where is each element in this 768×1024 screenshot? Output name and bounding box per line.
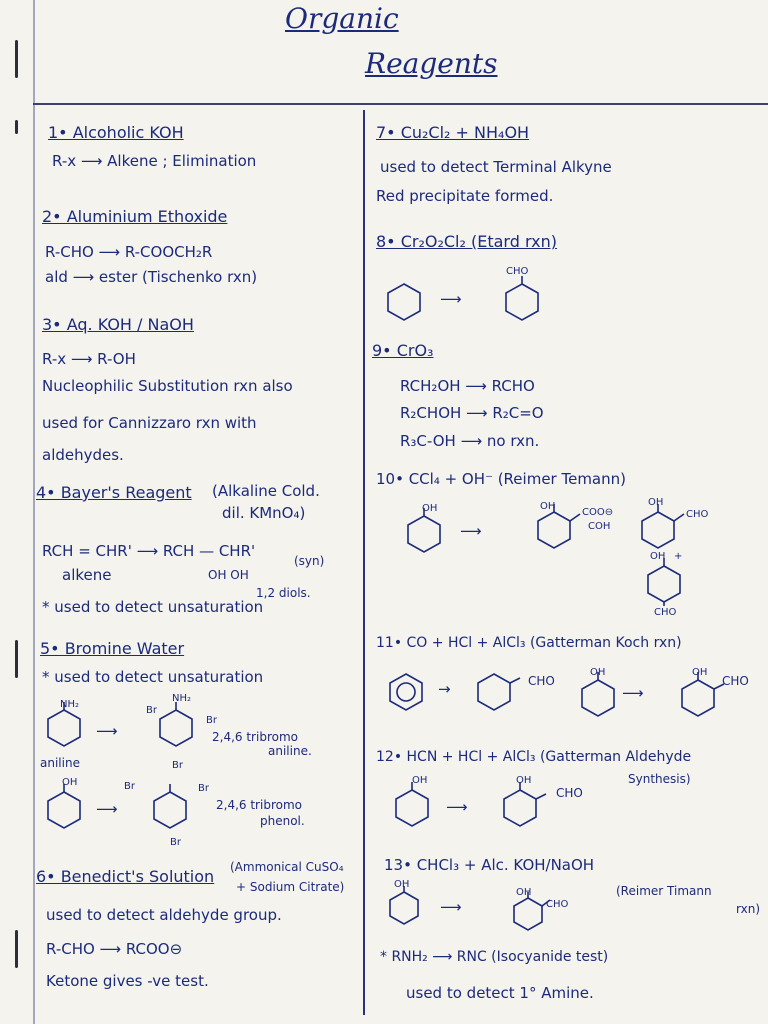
s12-arrow: ⟶ — [446, 798, 468, 816]
s5-tribromoaniline: 2,4,6 tribromo — [212, 730, 298, 744]
benzene-ring — [384, 890, 432, 930]
s6-line1: used to detect aldehyde group. — [46, 906, 282, 924]
s4-heading: 4• Bayer's Reagent — [36, 483, 192, 502]
s11-arrow: ⟶ — [622, 684, 644, 702]
benzene-ring — [44, 706, 92, 754]
s2-heading: 2• Aluminium Ethoxide — [42, 207, 228, 226]
s1-line: R-x ⟶ Alkene ; Elimination — [52, 152, 257, 170]
s5-tribromophenol-2: phenol. — [260, 814, 305, 828]
s5-br-label: Br — [198, 783, 209, 794]
benzene-ring — [644, 562, 692, 610]
s10-coo: COO⊖ — [582, 507, 614, 518]
binder-mark — [15, 930, 18, 968]
s13-note2: rxn) — [736, 902, 760, 916]
s3-line4: aldehydes. — [42, 446, 124, 464]
s14-heading: * RNH₂ ⟶ RNC (Isocyanide test) — [380, 949, 609, 965]
margin-line — [33, 0, 35, 1024]
s5-arrow: ⟶ — [96, 722, 118, 740]
s11-oh: OH — [692, 667, 708, 678]
s9-heading: 9• CrO₃ — [372, 341, 434, 360]
s10-cho: CHO — [654, 607, 677, 618]
s5-use: * used to detect unsaturation — [42, 668, 264, 686]
header-rule — [33, 103, 768, 105]
s8-arrow: ⟶ — [440, 290, 462, 308]
title-reagents: Reagents — [365, 47, 498, 80]
s4-alkene: alkene — [62, 566, 112, 584]
s5-br-label: Br — [206, 715, 217, 726]
s4-note2: dil. KMnO₄) — [222, 504, 306, 522]
benzene-ring — [534, 508, 582, 556]
s6-line3: Ketone gives -ve test. — [46, 972, 209, 990]
s11-cho: CHO — [528, 674, 555, 688]
s13-heading: 13• CHCl₃ + Alc. KOH/NaOH — [384, 856, 595, 874]
s4-oh: OH OH — [208, 568, 249, 582]
s6-note2: + Sodium Citrate) — [236, 880, 345, 894]
benzene-ring — [392, 786, 440, 834]
s3-line3: used for Cannizzaro rxn with — [42, 414, 257, 432]
s5-tribromophenol: 2,4,6 tribromo — [216, 798, 302, 812]
s9-line2: R₂CHOH ⟶ R₂C=O — [400, 404, 544, 422]
s4-syn: (syn) — [294, 554, 325, 568]
s2-line2: ald ⟶ ester (Tischenko rxn) — [45, 268, 258, 286]
s10-heading: 10• CCl₄ + OH⁻ (Reimer Temann) — [376, 470, 626, 488]
s10-cho: CHO — [686, 509, 709, 520]
s12-heading-2: Synthesis) — [628, 772, 691, 786]
s7-line1: used to detect Terminal Alkyne — [380, 158, 612, 176]
title-organic: Organic — [285, 2, 399, 35]
benzene-ring — [502, 280, 550, 328]
s10-arrow: ⟶ — [460, 522, 482, 540]
s1-heading: 1• Alcoholic KOH — [48, 123, 184, 142]
s11-cho: CHO — [722, 674, 749, 688]
s13-arrow: ⟶ — [440, 898, 462, 916]
s13-cho: CHO — [546, 899, 569, 910]
s13-oh: OH — [394, 879, 410, 890]
s11-oh: OH — [590, 667, 606, 678]
benzene-ring — [678, 676, 726, 724]
s10-oh: OH — [648, 497, 664, 508]
s10-oh: OH — [540, 501, 556, 512]
s2-line1: R-CHO ⟶ R-COOCH₂R — [45, 243, 213, 261]
s6-note1: (Ammonical CuSO₄ — [230, 860, 344, 874]
s10-plus: + — [674, 551, 683, 562]
s5-br-label: Br — [172, 760, 183, 771]
s5-aniline: aniline — [40, 756, 80, 770]
s5-br-label: Br — [124, 781, 135, 792]
s8-cho: CHO — [506, 266, 529, 277]
s4-equation: RCH = CHR' ⟶ RCH — CHR' — [42, 542, 256, 560]
s9-line3: R₃C-OH ⟶ no rxn. — [400, 432, 540, 450]
s12-cho: CHO — [556, 786, 583, 800]
s6-heading: 6• Benedict's Solution — [36, 867, 215, 886]
s11-arrow: → — [438, 680, 451, 698]
benzene-ring — [404, 512, 452, 560]
s5-nh2b-label: NH₂ — [172, 693, 192, 704]
s7-line2: Red precipitate formed. — [376, 187, 554, 205]
column-divider — [363, 110, 365, 1015]
s14-line1: used to detect 1° Amine. — [406, 984, 594, 1002]
s4-diols: 1,2 diols. — [256, 586, 311, 600]
s4-note1: (Alkaline Cold. — [212, 482, 320, 500]
s5-arrow: ⟶ — [96, 800, 118, 818]
s5-br-label: Br — [146, 705, 157, 716]
binder-mark — [15, 40, 18, 78]
s12-oh: OH — [516, 775, 532, 786]
s4-use: * used to detect unsaturation — [42, 598, 264, 616]
benzene-ring — [156, 706, 204, 754]
s7-heading: 7• Cu₂Cl₂ + NH₄OH — [376, 123, 530, 142]
s8-heading: 8• Cr₂O₂Cl₂ (Etard rxn) — [376, 232, 557, 251]
s3-heading: 3• Aq. KOH / NaOH — [42, 315, 194, 334]
s3-line2: Nucleophilic Substitution rxn also — [42, 377, 293, 395]
benzene-ring — [384, 280, 432, 328]
s6-line2: R-CHO ⟶ RCOO⊖ — [46, 940, 183, 958]
benzene-ring — [500, 786, 548, 834]
s10-coh: COH — [588, 521, 611, 532]
s5-heading: 5• Bromine Water — [40, 639, 185, 658]
s5-br-label: Br — [170, 837, 181, 848]
s9-line1: RCH₂OH ⟶ RCHO — [400, 377, 535, 395]
s3-line1: R-x ⟶ R-OH — [42, 350, 136, 368]
s5-oh-label: OH — [62, 777, 78, 788]
benzene-ring — [44, 788, 92, 836]
s13-note: (Reimer Timann — [616, 884, 712, 898]
s12-oh: OH — [412, 775, 428, 786]
binder-mark — [15, 120, 18, 134]
s10-oh: OH — [422, 503, 438, 514]
binder-mark — [15, 640, 18, 678]
benzene-ring — [386, 670, 436, 718]
benzene-ring — [150, 788, 198, 836]
benzene-ring — [474, 670, 524, 718]
s11-heading: 11• CO + HCl + AlCl₃ (Gatterman Koch rxn) — [376, 635, 682, 651]
s12-heading: 12• HCN + HCl + AlCl₃ (Gatterman Aldehyde — [376, 749, 692, 765]
s5-tribromoaniline-2: aniline. — [268, 744, 312, 758]
s13-oh: OH — [516, 887, 532, 898]
s10-oh: OH — [650, 551, 666, 562]
s5-nh2-label: NH₂ — [60, 699, 80, 710]
benzene-ring — [578, 676, 626, 724]
